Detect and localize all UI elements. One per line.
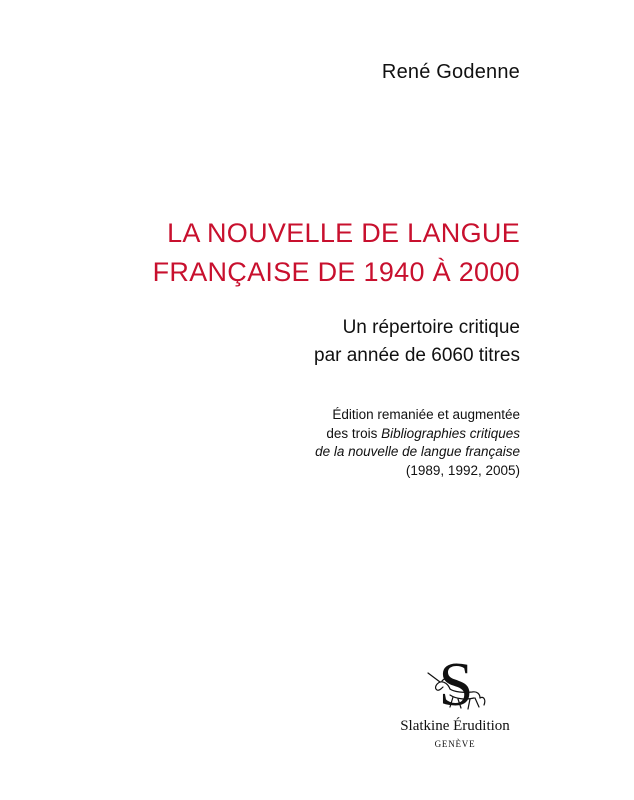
author-name: René Godenne bbox=[381, 61, 520, 83]
book-title-line-2: FRANÇAISE DE 1940 À 2000 bbox=[152, 257, 520, 287]
edition-note-line-2-italic: Bibliographies critiques bbox=[381, 425, 520, 441]
book-title bbox=[153, 214, 520, 292]
edition-note-line-3: de la nouvelle de langue française bbox=[315, 444, 520, 459]
edition-note-line-4: (1989, 1992, 2005) bbox=[405, 462, 520, 478]
edition-note-line-2 bbox=[315, 425, 520, 444]
publisher-city: GENÈVE bbox=[434, 739, 476, 749]
edition-note-line-2-prefix: des trois bbox=[326, 425, 378, 441]
svg-text:S: S bbox=[438, 655, 474, 715]
edition-note-line-1: Édition remaniée et augmentée bbox=[332, 407, 520, 422]
book-subtitle bbox=[314, 314, 520, 370]
unicorn-s-logo-icon bbox=[420, 655, 490, 715]
book-subtitle-line-1: Un répertoire critique bbox=[342, 317, 520, 338]
book-subtitle-line-2: par année de 6060 titres bbox=[314, 345, 520, 366]
edition-note bbox=[315, 406, 520, 480]
book-title-line-1: LA NOUVELLE DE LANGUE bbox=[167, 218, 520, 248]
publisher-name: Slatkine Érudition bbox=[400, 718, 510, 734]
